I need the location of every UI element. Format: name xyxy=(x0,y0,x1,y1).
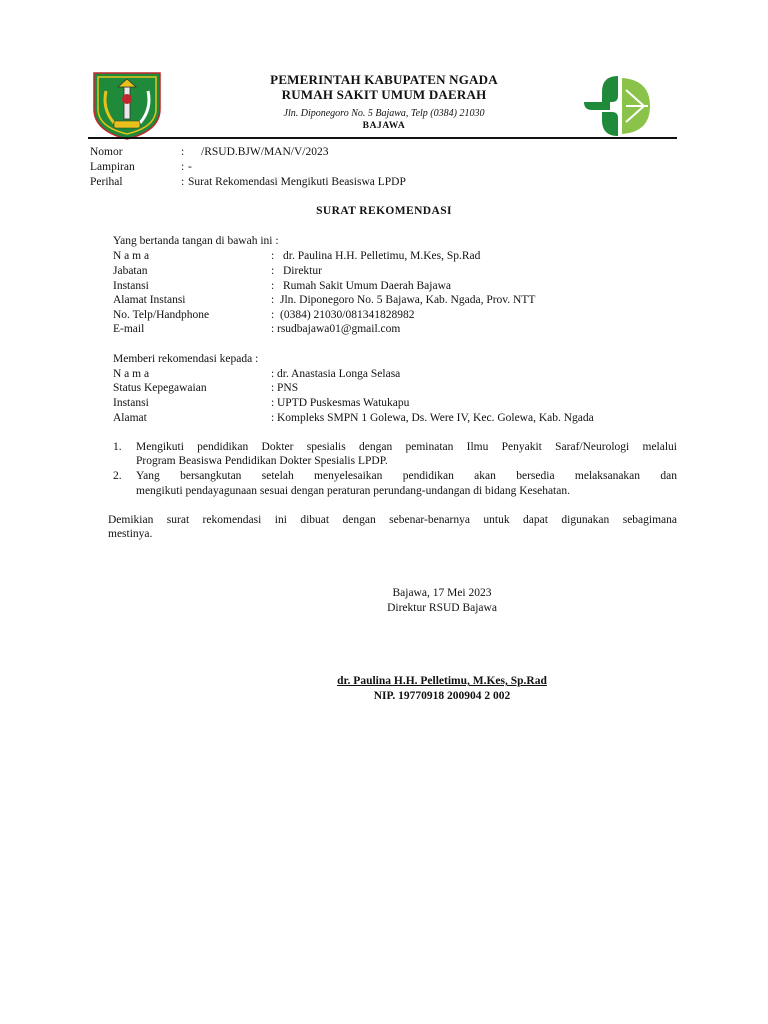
recipient-colon: : xyxy=(271,382,275,394)
meta-value-nomor: /RSUD.BJW/MAN/V/2023 xyxy=(201,146,329,158)
meta-value-lampiran: - xyxy=(188,161,192,173)
signature-nip: NIP. 19770918 200904 2 002 xyxy=(373,690,511,702)
signer-colon: : xyxy=(271,309,275,321)
signer-value-telp: (0384) 21030/081341828982 xyxy=(280,309,415,321)
meta-colon: : xyxy=(181,146,185,158)
meta-label-lampiran: Lampiran xyxy=(90,161,135,173)
recipient-label-alamat: Alamat xyxy=(113,412,147,424)
signer-label-telp: No. Telp/Handphone xyxy=(113,309,210,321)
recipient-label-nama: N a m a xyxy=(113,368,150,380)
meta-label-perihal: Perihal xyxy=(90,176,123,188)
signer-value-alamat-instansi: Jln. Diponegoro No. 5 Bajawa, Kab. Ngada, Prov. NTT xyxy=(280,294,536,306)
meta-colon: : xyxy=(181,176,185,188)
meta-colon: : xyxy=(181,161,185,173)
signer-colon: : xyxy=(271,280,275,292)
signer-value-instansi: Rumah Sakit Umum Daerah Bajawa xyxy=(283,280,451,292)
recipient-label-instansi: Instansi xyxy=(113,397,149,409)
recipient-label-status: Status Kepegawaian xyxy=(113,382,207,394)
header-address: Jln. Diponegoro No. 5 Bajawa, Telp (0384) 21030 xyxy=(283,108,485,119)
header-city: BAJAWA xyxy=(362,121,406,131)
header-title-line1: PEMERINTAH KABUPATEN NGADA xyxy=(270,72,498,87)
point-number: 1. xyxy=(113,441,122,453)
signer-value-jabatan: Direktur xyxy=(283,265,322,277)
recipient-value-nama: dr. Anastasia Longa Selasa xyxy=(277,368,401,380)
point-number: 2. xyxy=(113,470,122,482)
signer-colon: : xyxy=(271,250,275,262)
signer-label-alamat-instansi: Alamat Instansi xyxy=(113,294,186,306)
recipient-colon: : xyxy=(271,397,275,409)
signature-name: dr. Paulina H.H. Pelletimu, M.Kes, Sp.Rad xyxy=(337,675,547,687)
recipient-colon: : xyxy=(271,368,275,380)
meta-value-perihal: Surat Rekomendasi Mengikuti Beasiswa LPDP xyxy=(188,176,406,188)
signer-value-email: rsudbajawa01@gmail.com xyxy=(277,323,401,335)
recipient-value-instansi: UPTD Puskesmas Watukapu xyxy=(277,397,410,409)
signer-label-email: E-mail xyxy=(113,323,145,335)
signer-label-instansi: Instansi xyxy=(113,280,149,292)
point-1-line1: Mengikuti pendidikan Dokter spesialis dengan peminatan Ilmu Penyakit Saraf/Neurologi melalui xyxy=(136,441,677,453)
meta-label-nomor: Nomor xyxy=(90,146,123,158)
recipient-value-alamat: Kompleks SMPN 1 Golewa, Ds. Were IV, Kec. Golewa, Kab. Ngada xyxy=(277,412,594,424)
recipient-value-status: PNS xyxy=(277,382,299,394)
recipient-colon: : xyxy=(271,412,275,424)
header-divider xyxy=(88,137,677,139)
signature-place-date: Bajawa, 17 Mei 2023 xyxy=(392,587,492,599)
point-1-line2: Program Beasiswa Pendidikan Dokter Spesialis LPDP. xyxy=(136,455,388,467)
signer-colon: : xyxy=(271,265,275,277)
signer-label-jabatan: Jabatan xyxy=(113,265,148,277)
signer-intro: Yang bertanda tangan di bawah ini : xyxy=(113,235,279,247)
header-title-line2: RUMAH SAKIT UMUM DAERAH xyxy=(281,87,487,102)
point-2-line1: Yang bersangkutan setelah menyelesaikan pendidikan akan bersedia melaksanakan dan xyxy=(136,470,677,482)
point-2-line2: mengikuti pendayagunaan sesuai dengan peraturan perundang-undangan di bidang Kesehatan. xyxy=(136,485,570,497)
signer-colon: : xyxy=(271,294,275,306)
kemenkes-leaf-logo-icon xyxy=(580,72,654,140)
recipient-intro: Memberi rekomendasi kepada : xyxy=(113,353,259,365)
closing-line2: mestinya. xyxy=(108,528,153,540)
signer-colon: : xyxy=(271,323,275,335)
closing-line1: Demikian surat rekomendasi ini dibuat dengan sebenar-benarnya untuk dapat digunakan sebagimana xyxy=(108,514,677,526)
document-title: SURAT REKOMENDASI xyxy=(316,205,452,217)
signer-label-nama: N a m a xyxy=(113,250,150,262)
signer-value-nama: dr. Paulina H.H. Pelletimu, M.Kes, Sp.Rad xyxy=(283,250,481,262)
signature-position: Direktur RSUD Bajawa xyxy=(387,602,497,614)
